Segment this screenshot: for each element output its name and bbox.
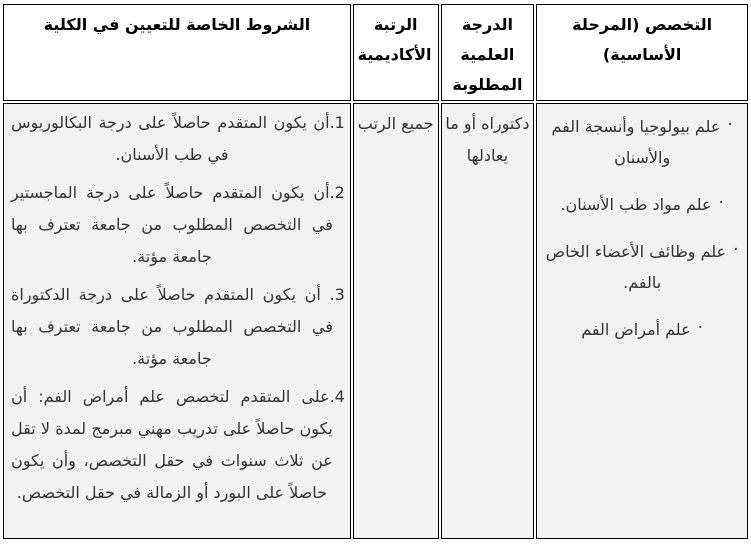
header-row	[3, 4, 748, 101]
header-specialization	[536, 4, 748, 101]
appointment-requirements-table	[1, 2, 750, 541]
header-degree	[441, 4, 535, 101]
header-conditions-label: الشروط الخاصة للتعيين في الكلية	[43, 15, 311, 34]
specialization-text: علم مواد طب الأسنان.	[560, 195, 712, 214]
cell-degree	[441, 103, 535, 539]
list-item	[545, 188, 739, 220]
list-item	[545, 313, 739, 345]
header-specialization-label: التخصص (المرحلة الأساسية)	[572, 15, 713, 64]
body-row	[3, 103, 748, 539]
bullet-icon: ·	[727, 115, 733, 135]
cell-conditions	[3, 103, 351, 539]
rank-text: جميع الرتب	[357, 114, 434, 133]
list-item	[545, 110, 739, 173]
condition-item: 1.أن يكون المتقدم حاصلاً على درجة البكالوريوس في طب الأسنان.	[11, 113, 345, 164]
cell-specializations	[536, 103, 748, 539]
specialization-text: علم أمراض الفم	[581, 320, 691, 339]
condition-item: 4.على المتقدم لتخصص علم أمراض الفم: أن يكون حاصلاً على تدريب مهني مبرمج لمدة لا تقل عن ثلاث سنوات في حقل التخصص، وأن يكون حاصلاً على البورد أو الزمالة في حقل التخصص.	[11, 387, 345, 502]
specialization-text: علم وظائف الأعضاء الخاص بالفم.	[545, 242, 727, 292]
header-rank-label: الرتبة الأكاديمية	[357, 15, 432, 64]
bullet-icon: ·	[733, 240, 739, 260]
header-degree-label: الدرجة العلمية المطلوبة	[452, 15, 523, 94]
bullet-icon: ·	[718, 193, 724, 213]
cell-rank	[353, 103, 439, 539]
bullet-icon: ·	[697, 318, 704, 338]
degree-text: دكتوراه أو ما يعادلها	[445, 114, 530, 165]
specialization-text: علم بيولوجيا وأنسجة الفم والأسنان	[551, 117, 721, 167]
header-rank	[353, 4, 439, 101]
condition-item: 3. أن يكون المتقدم حاصلاً على درجة الدكتوراة في التخصص المطلوب من جامعة تعترف بها جامعة مؤتة.	[11, 285, 345, 368]
list-item	[545, 235, 739, 298]
condition-item: 2.أن يكون المتقدم حاصلاً على درجة الماجستير في التخصص المطلوب من جامعة تعترف بها جامعة مؤتة.	[11, 183, 345, 266]
header-conditions	[3, 4, 351, 101]
